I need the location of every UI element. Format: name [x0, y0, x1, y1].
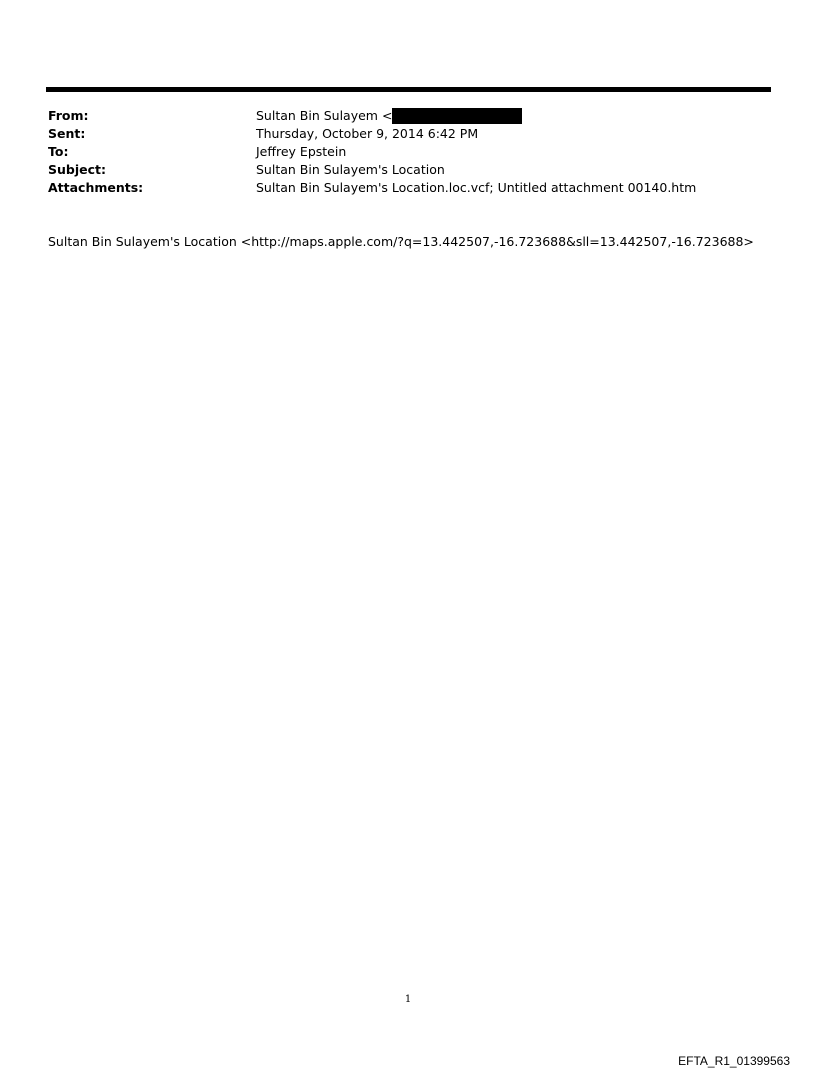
bates-number: EFTA_R1_01399563 — [678, 1054, 790, 1068]
email-body: Sultan Bin Sulayem's Location <http://maps.apple.com/?q=13.442507,-16.723688&sll=13.442507,-16.723688> — [48, 234, 754, 249]
subject-row — [48, 161, 778, 179]
from-value — [256, 107, 522, 125]
attachments-value: Sultan Bin Sulayem's Location.loc.vcf; Untitled attachment 00140.htm — [256, 180, 697, 195]
header-divider — [46, 87, 771, 92]
to-value: Jeffrey Epstein — [256, 144, 347, 159]
email-header — [48, 107, 778, 197]
page-number: 1 — [404, 994, 412, 1005]
subject-label: Subject: — [48, 162, 106, 177]
attachments-row — [48, 179, 778, 197]
to-label: To: — [48, 144, 69, 159]
sent-value: Thursday, October 9, 2014 6:42 PM — [256, 126, 479, 141]
sent-row — [48, 125, 778, 143]
from-row — [48, 107, 778, 125]
attachments-label: Attachments: — [48, 180, 144, 195]
sent-label: Sent: — [48, 126, 86, 141]
to-row — [48, 143, 778, 161]
subject-value: Sultan Bin Sulayem's Location — [256, 162, 445, 177]
redaction-box — [392, 108, 522, 124]
from-name: Sultan Bin Sulayem < — [256, 108, 393, 123]
from-label: From: — [48, 108, 89, 123]
